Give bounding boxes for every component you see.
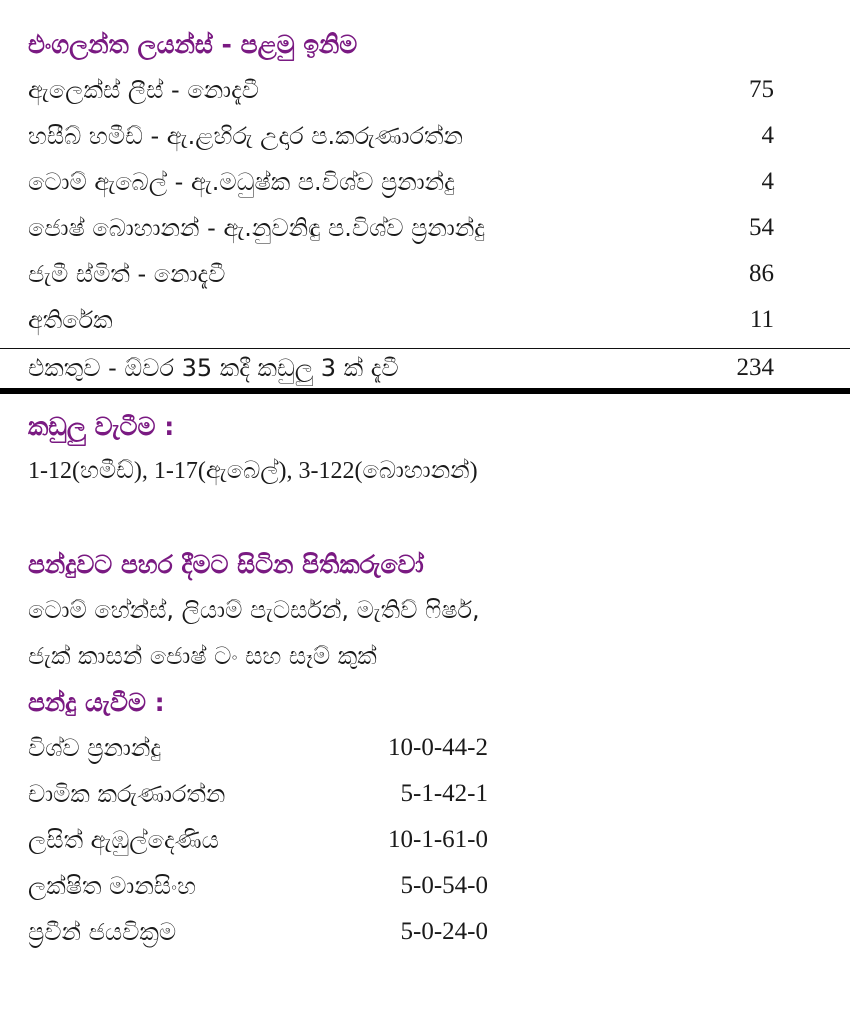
batsman-name: ඇලෙක්ස් ලීස් - නොදැවී xyxy=(28,76,259,104)
bowler-figures: 5-0-24-0 xyxy=(400,918,488,945)
divider-thick xyxy=(0,388,850,394)
bowler-name: ප්‍රවීන් ජයවික්‍රම xyxy=(28,918,177,946)
fall-of-wickets-title: කඩුලු වැටීම : xyxy=(28,412,175,441)
bowling-row xyxy=(28,826,488,866)
divider xyxy=(0,348,850,349)
yet-to-bat-line: ජැක් කාසන් ජොෂ් ටං සහ සෑම් කුක් xyxy=(28,642,377,670)
batsman-name: හසීබ් හමීඩ් - ඇ.ළහිරු උදාර ප.කරුණාරත්න xyxy=(28,122,463,150)
bowler-name: විශ්ව ප්‍රනාන්දු xyxy=(28,734,162,762)
batsman-name: ජොෂ් බොහානන් - ඇ.නුවනිඳු ප.විශ්ව ප්‍රනාන්දු xyxy=(28,214,485,242)
batting-row xyxy=(28,214,774,254)
yet-to-bat-line: ටොම් හේන්ස්, ලියාම් පැටර්සන්, මැතිව් ෆිෂර්, xyxy=(28,596,480,624)
total-label: එකතුව - ඕවර 35 කදී කඩුලු 3 ක් දැවී xyxy=(28,354,399,382)
yet-to-bat-title: පන්දුවට පහර දීමට සිටින පිතිකරුවෝ xyxy=(28,550,424,579)
extras-runs: 11 xyxy=(749,306,774,333)
batsman-name: ජැමී ස්මිත් - නොදැවී xyxy=(28,260,226,288)
batting-row xyxy=(28,76,774,116)
batsman-runs: 54 xyxy=(749,214,774,241)
innings-title: එංගලන්ත ලයන්ස් - පළමු ඉනිම xyxy=(28,30,358,59)
bowler-name: චාමික කරුණාරත්න xyxy=(28,780,226,808)
bowler-figures: 10-0-44-2 xyxy=(388,734,488,761)
extras-row xyxy=(28,306,774,346)
batsman-runs: 86 xyxy=(749,260,774,287)
fall-of-wickets-text: 1-12(හමීඩ්), 1-17(ඇබෙල්), 3-122(බොහානන්) xyxy=(28,458,478,484)
batting-row xyxy=(28,168,774,208)
batsman-runs: 75 xyxy=(749,76,774,103)
batsman-name: ටොම් ඇබෙල් - ඇ.මධුෂ්ක ප.විශ්ව ප්‍රනාන්දු xyxy=(28,168,455,196)
batsman-runs: 4 xyxy=(761,168,774,195)
bowling-title: පන්දු යැවීම : xyxy=(28,688,165,717)
bowling-row xyxy=(28,918,488,958)
bowler-name: ලසිත් ඇඹුල්දෙණිය xyxy=(28,826,219,854)
bowler-name: ලක්ෂිත මානසිංහ xyxy=(28,872,197,900)
total-runs: 234 xyxy=(736,354,774,381)
batting-row xyxy=(28,260,774,300)
batting-row xyxy=(28,122,774,162)
bowler-figures: 10-1-61-0 xyxy=(388,826,488,853)
batsman-runs: 4 xyxy=(761,122,774,149)
bowler-figures: 5-0-54-0 xyxy=(400,872,488,899)
bowling-row xyxy=(28,734,488,774)
bowler-figures: 5-1-42-1 xyxy=(400,780,488,807)
extras-label: අතිරේක xyxy=(28,306,113,334)
bowling-row xyxy=(28,872,488,912)
bowling-row xyxy=(28,780,488,820)
